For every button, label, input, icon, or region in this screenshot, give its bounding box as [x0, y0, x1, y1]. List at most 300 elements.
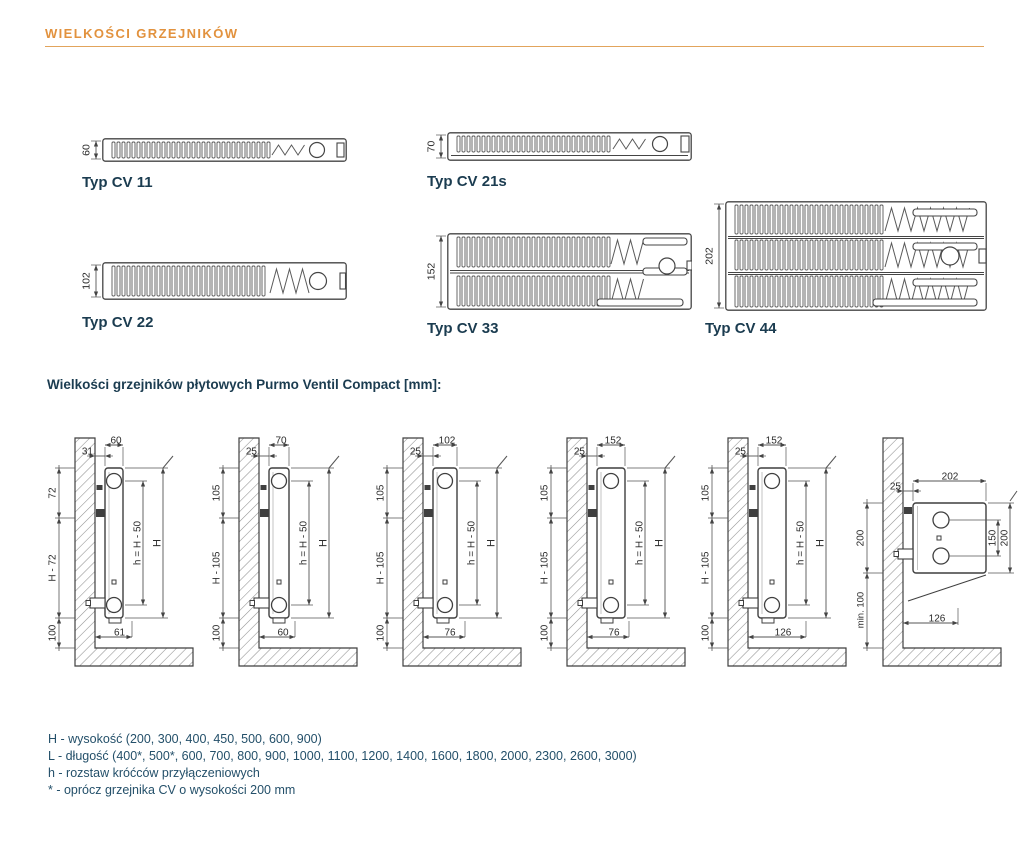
valve-insert-circle: [941, 247, 959, 265]
header-pipe: [873, 299, 977, 306]
grille-slot: [557, 276, 560, 306]
arrowhead: [624, 635, 630, 639]
arrowhead: [221, 468, 225, 474]
grille-slot: [517, 276, 520, 306]
valve-insert-circle: [659, 258, 675, 274]
grille-slot: [860, 240, 863, 270]
grille-slot: [517, 237, 520, 267]
connection-block: [337, 143, 344, 157]
arrowhead: [460, 635, 466, 639]
arrowhead: [865, 503, 869, 509]
grille-slot: [262, 142, 265, 158]
dimension-line: [826, 456, 836, 468]
grille-slot: [512, 276, 515, 306]
wall-bracket: [904, 507, 912, 514]
vent-plug-circle: [107, 474, 122, 489]
dimension-label: min. 100: [855, 591, 867, 629]
arrowhead: [259, 635, 265, 639]
arrowhead: [269, 454, 275, 458]
grille-slot: [775, 276, 778, 307]
bottom-connection: [273, 618, 285, 623]
grille-slot: [755, 276, 758, 307]
dimension-label: 105: [700, 484, 712, 502]
arrowhead: [1008, 503, 1012, 509]
dimension-label: H - 105: [539, 551, 551, 585]
grille-slot: [112, 142, 115, 158]
grille-slot: [572, 276, 575, 306]
dimension-label: 70: [425, 140, 438, 153]
grille-slot: [242, 142, 245, 158]
grille-slot: [522, 136, 525, 152]
arrowhead: [385, 618, 389, 624]
grille-slot: [222, 142, 225, 158]
dimension-label: 100: [211, 624, 223, 642]
radiator-type-label: Typ CV 22: [82, 314, 154, 331]
arrowhead: [57, 518, 61, 524]
grille-slot: [507, 276, 510, 306]
arrowhead: [549, 518, 553, 524]
arrowhead: [597, 443, 603, 447]
section-heading: Wielkości grzejników płytowych Purmo Ventil Compact [mm]:: [47, 377, 442, 392]
grille-slot: [507, 136, 510, 152]
grille-slot: [562, 237, 565, 267]
dimension-label: H: [485, 539, 498, 547]
arrowhead: [475, 600, 479, 606]
grille-slot: [597, 237, 600, 267]
grille-slot: [502, 276, 505, 306]
grille-slot: [775, 240, 778, 270]
dimension-label: H - 105: [375, 551, 387, 585]
dimension-label: h = H - 50: [634, 520, 646, 566]
grille-slot: [577, 136, 580, 152]
cross-section-cv21s: [209, 423, 374, 673]
grille-slot: [562, 276, 565, 306]
grille-slot: [192, 142, 195, 158]
grille-slot: [765, 240, 768, 270]
grille-slot: [497, 136, 500, 152]
grille-slot: [875, 205, 878, 234]
dimension-label: 152: [765, 435, 783, 447]
grille-slot: [795, 276, 798, 307]
arrowhead: [307, 600, 311, 606]
grille-slot: [182, 266, 185, 296]
grille-slot: [232, 142, 235, 158]
dimension-label: 70: [275, 435, 287, 447]
wall-bracket: [260, 509, 269, 517]
grille-slot: [562, 136, 565, 152]
arrowhead: [804, 481, 808, 487]
arrowhead: [327, 468, 331, 474]
bottom-connection: [437, 618, 449, 623]
grille-slot: [845, 240, 848, 270]
grille-slot: [825, 276, 828, 307]
arrowhead: [495, 613, 499, 619]
grille-slot: [567, 136, 570, 152]
grille-slot: [770, 205, 773, 234]
grille-slot: [477, 136, 480, 152]
grille-slot: [750, 240, 753, 270]
grille-slot: [537, 136, 540, 152]
grille-slot: [547, 136, 550, 152]
dimension-label: h = H - 50: [132, 520, 144, 566]
grille-slot: [117, 142, 120, 158]
depth-dimension-cv44: [703, 201, 725, 311]
connection-block: [979, 249, 986, 263]
arrowhead: [804, 600, 808, 606]
connection-valve: [90, 598, 105, 608]
grille-slot: [850, 205, 853, 234]
radiator-type-label: Typ CV 11: [82, 174, 153, 191]
grille-slot: [212, 142, 215, 158]
grille-slot: [835, 240, 838, 270]
dimension-label: 202: [703, 247, 716, 265]
grille-slot: [835, 276, 838, 307]
grille-slot: [217, 266, 220, 296]
header-pipe: [913, 209, 977, 216]
grille-slot: [457, 276, 460, 306]
grille-slot: [482, 237, 485, 267]
grille-slot: [800, 240, 803, 270]
dimension-label: 61: [113, 627, 126, 639]
connection-stub: [414, 601, 419, 606]
connection-stub: [86, 601, 91, 606]
radiator-type-label: Typ CV 21s: [427, 173, 507, 190]
grille-slot: [587, 237, 590, 267]
radiator-top-view-cv21s: [447, 132, 692, 161]
grille-slot: [805, 240, 808, 270]
grille-slot: [267, 142, 270, 158]
arrowhead: [717, 303, 721, 309]
grille-slot: [197, 142, 200, 158]
grille-slot: [457, 237, 460, 267]
dimension-label: 25: [245, 446, 257, 458]
arrowhead: [439, 236, 443, 242]
arrowhead: [1008, 568, 1012, 574]
arrowhead: [439, 153, 443, 159]
header-pipe: [913, 279, 977, 286]
dimension-label: 72: [47, 487, 59, 499]
dimension-line: [908, 575, 986, 601]
grille-slot: [132, 266, 135, 296]
wall-and-floor-hatch: [567, 435, 685, 666]
grille-slot: [252, 142, 255, 158]
grille-slot: [522, 276, 525, 306]
grille-slot: [457, 136, 460, 152]
cross-section-cv33: [537, 423, 702, 673]
grille-slot: [502, 237, 505, 267]
arrowhead: [758, 443, 764, 447]
grille-slot: [482, 136, 485, 152]
dimension-label: H: [317, 539, 330, 547]
cross-section-cv44: [698, 423, 863, 673]
grille-slot: [855, 276, 858, 307]
valve-circle: [107, 598, 122, 613]
arrowhead: [433, 454, 439, 458]
grille-slot: [552, 276, 555, 306]
arrowhead: [221, 613, 225, 619]
grille-slot: [492, 237, 495, 267]
arrowhead: [307, 481, 311, 487]
grille-slot: [157, 266, 160, 296]
grille-slot: [187, 266, 190, 296]
grille-slot: [770, 240, 773, 270]
dimension-label: 150: [987, 529, 999, 547]
grille-slot: [527, 237, 530, 267]
wall-bracket: [97, 485, 103, 490]
grille-slot: [512, 237, 515, 267]
arrowhead: [221, 518, 225, 524]
arrowhead: [141, 481, 145, 487]
legend-line-spacing: h - rozstaw króćców przyłączeniowych: [48, 766, 260, 780]
grille-slot: [587, 136, 590, 152]
grille-slot: [790, 276, 793, 307]
connection-valve: [418, 598, 433, 608]
grille-slot: [532, 136, 535, 152]
dimension-label: 202: [941, 471, 959, 483]
arrowhead: [95, 635, 101, 639]
grille-slot: [147, 142, 150, 158]
grille-slot: [780, 205, 783, 234]
radiator-body: [269, 468, 289, 618]
wall-bracket: [588, 509, 597, 517]
grille-slot: [517, 136, 520, 152]
valve-circle: [933, 548, 949, 564]
grille-slot: [592, 276, 595, 306]
grille-slot: [522, 237, 525, 267]
grille-slot: [760, 205, 763, 234]
grille-slot: [790, 240, 793, 270]
grille-slot: [177, 142, 180, 158]
grille-slot: [845, 276, 848, 307]
grille-slot: [602, 136, 605, 152]
arrowhead: [913, 479, 919, 483]
connection-stub: [578, 601, 583, 606]
dimension-label: 76: [444, 627, 456, 639]
grille-slot: [137, 266, 140, 296]
grille-slot: [880, 205, 883, 234]
grille-slot: [127, 142, 130, 158]
arrowhead: [865, 573, 869, 579]
dimension-line: [1010, 491, 1017, 501]
grille-slot: [552, 136, 555, 152]
valve-circle: [438, 598, 453, 613]
arrowhead: [385, 613, 389, 619]
dimension-label: 100: [375, 624, 387, 642]
grille-slot: [227, 266, 230, 296]
valve-insert-circle: [653, 137, 668, 152]
arrowhead: [141, 600, 145, 606]
radiator-block-cv11: [80, 138, 370, 208]
grille-slot: [497, 276, 500, 306]
dimension-line: [329, 456, 339, 468]
grille-slot: [572, 136, 575, 152]
legend-line-length: L - długość (400*, 500*, 600, 700, 800, 900, 1000, 1100, 1200, 1400, 1600, 1800, 2000, 2300, 2600, 3000): [48, 749, 637, 763]
grille-slot: [112, 266, 115, 296]
grille-slot: [790, 205, 793, 234]
dimension-label: 200: [999, 529, 1011, 547]
grille-slot: [835, 205, 838, 234]
vent-plug-circle: [765, 474, 780, 489]
radiator-type-label: Typ CV 33: [427, 320, 499, 337]
dimension-label: h = H - 50: [298, 520, 310, 566]
grille-slot: [850, 240, 853, 270]
arrowhead: [597, 454, 603, 458]
valve-circle: [272, 598, 287, 613]
grille-slot: [880, 240, 883, 270]
dimension-label: 200: [855, 529, 867, 547]
grille-slot: [167, 142, 170, 158]
arrowhead: [710, 513, 714, 519]
dimension-label: 100: [539, 624, 551, 642]
grille-slot: [592, 136, 595, 152]
arrowhead: [549, 613, 553, 619]
arrowhead: [981, 479, 987, 483]
radiator-top-view-cv11: [102, 138, 347, 162]
header-pipe: [643, 238, 687, 245]
grille-slot: [142, 266, 145, 296]
wall-bracket: [96, 509, 105, 517]
arrowhead: [643, 481, 647, 487]
grille-slot: [577, 237, 580, 267]
header-pipe: [597, 299, 683, 306]
arrowhead: [94, 292, 98, 298]
grille-slot: [760, 276, 763, 307]
grille-slot: [257, 266, 260, 296]
dimension-label: 105: [211, 484, 223, 502]
grille-slot: [780, 276, 783, 307]
dimension-line: [665, 456, 675, 468]
grille-slot: [567, 237, 570, 267]
grille-slot: [252, 266, 255, 296]
arrowhead: [865, 643, 869, 649]
grille-slot: [547, 237, 550, 267]
title-rule: [45, 46, 984, 47]
arrowhead: [643, 600, 647, 606]
wall-bracket: [261, 485, 267, 490]
grille-slot: [237, 266, 240, 296]
arrowhead: [57, 513, 61, 519]
grille-slot: [512, 136, 515, 152]
dimension-label: 126: [928, 613, 946, 625]
dimension-label: h = H - 50: [795, 520, 807, 566]
grille-slot: [855, 240, 858, 270]
grille-slot: [502, 136, 505, 152]
grille-slot: [142, 142, 145, 158]
grille-slot: [237, 142, 240, 158]
arrowhead: [57, 618, 61, 624]
dimension-label: 31: [81, 446, 93, 458]
grille-slot: [122, 266, 125, 296]
grille-slot: [172, 142, 175, 158]
grille-slot: [740, 240, 743, 270]
grille-slot: [467, 136, 470, 152]
dimension-label: 60: [80, 144, 93, 156]
valve-circle: [765, 598, 780, 613]
arrowhead: [475, 481, 479, 487]
grille-slot: [472, 237, 475, 267]
arrowhead: [439, 302, 443, 308]
grille-slot: [207, 266, 210, 296]
dimension-label: H: [151, 539, 164, 547]
grille-slot: [865, 205, 868, 234]
connection-block: [340, 273, 346, 289]
radiator-top-view-cv22: [102, 262, 347, 300]
legend-line-note: * - oprócz grzejnika CV o wysokości 200 mm: [48, 783, 296, 797]
grille-slot: [602, 237, 605, 267]
dimension-label: 126: [774, 627, 792, 639]
grille-slot: [785, 205, 788, 234]
wall-bracket: [425, 485, 431, 490]
arrowhead: [710, 613, 714, 619]
grille-slot: [820, 276, 823, 307]
grille-slot: [587, 276, 590, 306]
arrowhead: [824, 613, 828, 619]
valve-insert-circle: [310, 273, 327, 290]
grille-slot: [487, 237, 490, 267]
grille-slot: [162, 266, 165, 296]
dimension-line: [163, 456, 173, 468]
grille-slot: [487, 136, 490, 152]
grille-slot: [482, 276, 485, 306]
grille-slot: [212, 266, 215, 296]
grille-slot: [167, 266, 170, 296]
grille-slot: [152, 266, 155, 296]
grille-slot: [497, 237, 500, 267]
legend: [48, 731, 637, 799]
grille-slot: [122, 142, 125, 158]
grille-slot: [735, 276, 738, 307]
grille-slot: [845, 205, 848, 234]
grille-slot: [187, 142, 190, 158]
grille-slot: [462, 237, 465, 267]
grille-slot: [202, 142, 205, 158]
grille-slot: [162, 142, 165, 158]
grille-slot: [197, 266, 200, 296]
grille-slot: [825, 240, 828, 270]
grille-slot: [860, 276, 863, 307]
grille-slot: [755, 240, 758, 270]
arrowhead: [996, 551, 1000, 557]
arrowhead: [801, 635, 807, 639]
grille-slot: [870, 240, 873, 270]
grille-slot: [745, 205, 748, 234]
grille-slot: [825, 205, 828, 234]
arrowhead: [94, 141, 98, 147]
grille-slot: [547, 276, 550, 306]
vent-plug-circle: [933, 512, 949, 528]
arrowhead: [221, 643, 225, 649]
grille-slot: [462, 276, 465, 306]
grille-slot: [870, 205, 873, 234]
grille-slot: [532, 237, 535, 267]
grille-slot: [745, 240, 748, 270]
grille-slot: [865, 240, 868, 270]
dimension-label: H: [653, 539, 666, 547]
wall-bracket: [750, 485, 756, 490]
grille-slot: [177, 266, 180, 296]
dimension-label: 76: [608, 627, 620, 639]
radiator-block-cv44: [703, 201, 1003, 351]
arrowhead: [913, 489, 919, 493]
vent-plug-circle: [604, 474, 619, 489]
connection-stub: [739, 601, 744, 606]
arrowhead: [549, 643, 553, 649]
arrowhead: [105, 454, 111, 458]
grille-slot: [527, 276, 530, 306]
grille-slot: [462, 136, 465, 152]
grille-slot: [257, 142, 260, 158]
dimension-label: 105: [539, 484, 551, 502]
